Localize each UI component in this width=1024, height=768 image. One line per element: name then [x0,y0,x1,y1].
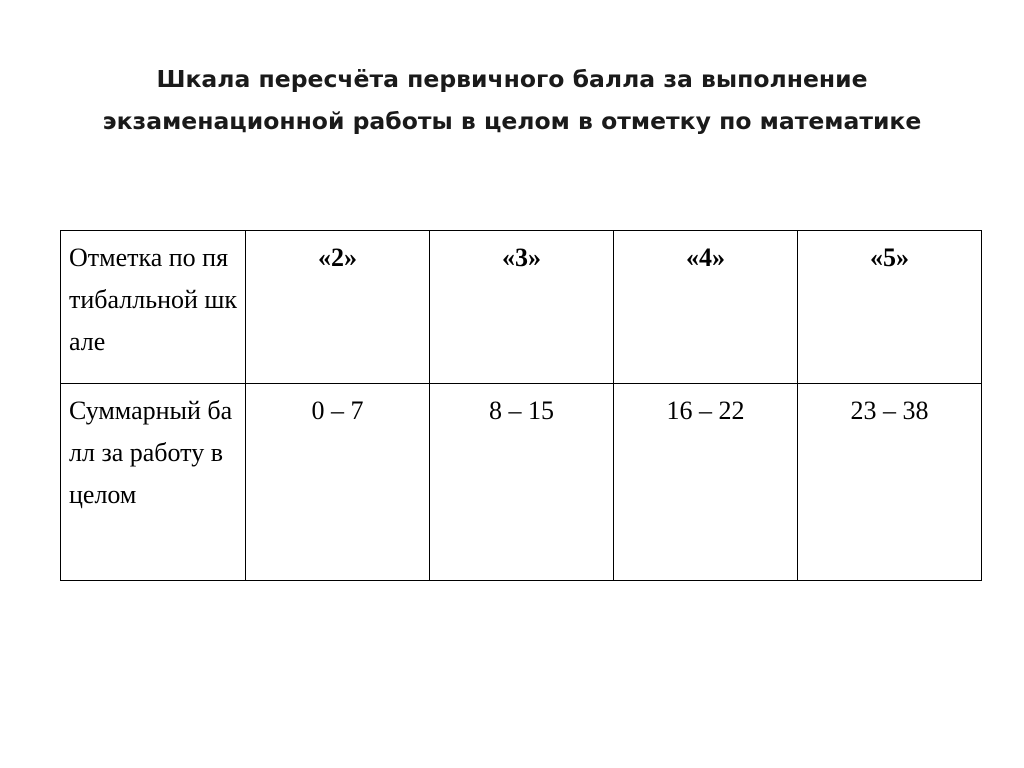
grade-5: «5» [870,243,909,272]
row-header-total-score: Суммарный балл за работу в целом [69,396,233,509]
page-title [40,58,984,142]
row-header-cell [61,384,246,581]
table-cell [798,384,982,581]
table-cell [430,384,614,581]
table-cell [614,231,798,384]
table-cell [798,231,982,384]
grade-4: «4» [686,243,725,272]
table-row-grade [61,231,982,384]
score-range-grade-3: 8 – 15 [489,396,554,425]
score-conversion-table [60,230,982,581]
title-line-2: экзаменационной работы в целом в отметку по математике [102,107,922,135]
table-cell [614,384,798,581]
grade-3: «3» [502,243,541,272]
table-cell [430,231,614,384]
score-range-grade-4: 16 – 22 [666,396,745,425]
score-range-grade-5: 23 – 38 [850,396,929,425]
grade-2: «2» [318,243,357,272]
score-range-grade-2: 0 – 7 [311,396,364,425]
row-header-grade-scale: Отметка по пятибалльной шкале [69,243,238,356]
row-header-cell [61,231,246,384]
table-row-score [61,384,982,581]
table-cell [246,384,430,581]
title-line-1: Шкала пересчёта первичного балла за выполнение [156,65,868,93]
table-cell [246,231,430,384]
